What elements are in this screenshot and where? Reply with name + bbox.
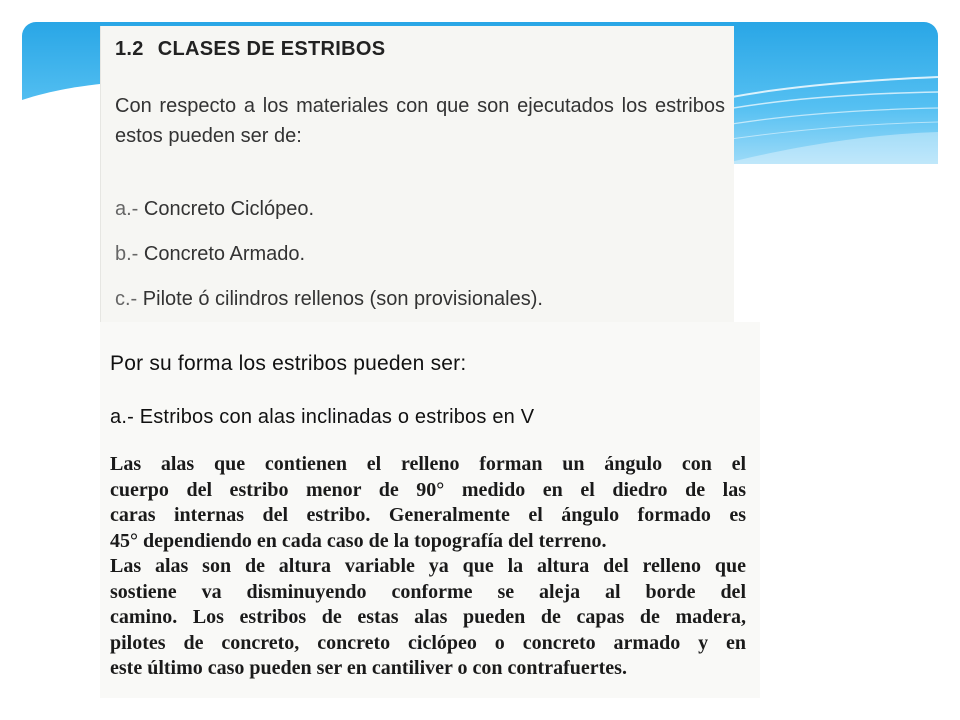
- shape-heading: Por su forma los estribos pueden ser:: [110, 352, 467, 375]
- shape-subheading: a.- Estribos con alas inclinadas o estribos en V: [110, 406, 535, 428]
- body-line: Las alas son de altura variable ya que la altura del relleno que: [110, 555, 746, 577]
- list-text: Pilote ó cilindros rellenos (son provisionales).: [142, 288, 543, 310]
- body-line: este último caso pueden ser en cantiliver o con contrafuertes.: [110, 657, 627, 679]
- bottom-scanned-page: [100, 322, 760, 698]
- list-marker: b.-: [115, 243, 139, 265]
- body-line: cuerpo del estribo menor de 90° medido en el diedro de las: [110, 478, 746, 501]
- list-item: [115, 243, 305, 266]
- list-item: [115, 198, 314, 221]
- body-line: pilotes de concreto, concreto ciclópeo o concreto armado y en: [110, 631, 746, 654]
- body-line: Las alas que contienen el relleno forman un ángulo con el: [110, 453, 746, 475]
- body-line: camino. Los estribos de estas alas pueden de capas de madera,: [110, 606, 746, 628]
- body-line: caras internas del estribo. Generalmente el ángulo formado es: [110, 504, 746, 526]
- list-item: [115, 288, 543, 311]
- intro-paragraph: Con respecto a los materiales con que son ejecutados los estribos estos pueden ser de:: [115, 95, 725, 147]
- section-heading: [115, 38, 385, 61]
- top-scanned-page: [100, 26, 734, 324]
- list-marker: a.-: [115, 198, 139, 220]
- list-text: Concreto Ciclópeo.: [143, 198, 314, 220]
- list-text: Concreto Armado.: [143, 243, 306, 265]
- body-line: sostiene va disminuyendo conforme se aleja al borde del: [110, 580, 746, 603]
- list-marker: c.-: [115, 288, 138, 310]
- section-number: 1.2: [115, 38, 144, 60]
- body-text: [110, 452, 746, 682]
- section-title: CLASES DE ESTRIBOS: [157, 38, 386, 60]
- body-line: 45° dependiendo en cada caso de la topografía del terreno.: [110, 529, 607, 552]
